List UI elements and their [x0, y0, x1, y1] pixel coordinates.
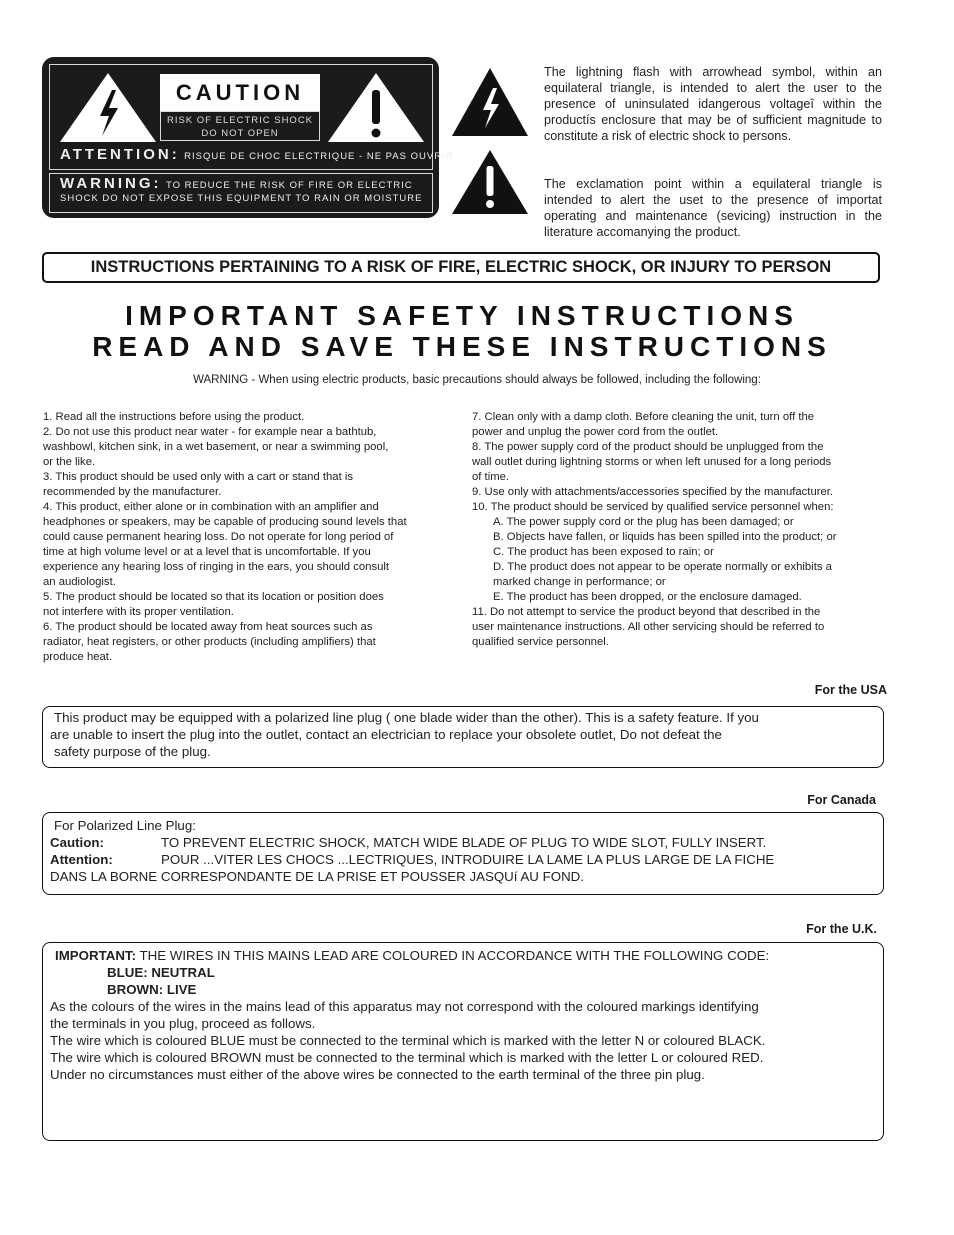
- risk-of-shock-text: RISK OF ELECTRIC SHOCK DO NOT OPEN: [160, 111, 320, 141]
- list-item: or the like.: [43, 456, 96, 468]
- warning-line-2: SHOCK DO NOT EXPOSE THIS EQUIPMENT TO RAIN OR MOISTURE: [60, 193, 423, 204]
- uk-section-label: For the U.K.: [806, 922, 877, 936]
- list-item: 10. The product should be serviced by qualified service personnel when:: [472, 501, 834, 513]
- right-instructions-list: [472, 410, 892, 650]
- list-item: 6. The product should be located away from heat sources such as: [43, 621, 373, 633]
- exclamation-symbol-icon: [450, 148, 530, 216]
- usa-section-label: For the USA: [814, 683, 887, 697]
- list-item: 1. Read all the instructions before using the product.: [43, 411, 305, 423]
- list-item: headphones or speakers, may be capable of producing sound levels that: [43, 516, 407, 528]
- list-item: 5. The product should be located so that its location or position does: [43, 591, 384, 603]
- list-item: B. Objects have fallen, or liquids has been spilled into the product; or: [493, 531, 837, 543]
- canada-notice-text: For Polarized Line Plug: Caution: TO PREVENT ELECTRIC SHOCK, MATCH WIDE BLADE OF PLUG TO WIDE SLOT, FULLY INSERT. Attention: POUR ...VITER LES CHOCS ...LECTRIQUES, INTRODUIRE LA LAME LA PLUS LARGE DE LA FICHE DANS LA BORNE CORRESPONDANTE DE LA PRISE ET POUSSER JASQUí AU FOND.: [50, 818, 775, 884]
- list-item: an audiologist.: [43, 576, 116, 588]
- list-item: produce heat.: [43, 651, 113, 663]
- list-item: could cause permanent hearing loss. Do not operate for long period of: [43, 531, 394, 543]
- list-item: 4. This product, either alone or in combination with an amplifier and: [43, 501, 379, 513]
- list-item: power and unplug the power cord from the outlet.: [472, 426, 719, 438]
- list-item: C. The product has been exposed to rain; or: [493, 546, 714, 558]
- list-item: E. The product has been dropped, or the enclosure damaged.: [493, 591, 802, 603]
- canada-section-label: For Canada: [807, 793, 876, 807]
- list-item: 11. Do not attempt to service the product beyond that described in the: [472, 606, 821, 618]
- left-instructions-list: [43, 410, 455, 665]
- attention-line: ATTENTION: RISQUE DE CHOC ELECTRIQUE - NE PAS OUVRIR: [60, 146, 454, 163]
- lightning-symbol-description: The lightning flash with arrowhead symbol, within an equilateral triangle, is intended to alert the user to the presence of uninsulated idangerous voltageî within the productís enclosure that may be of sufficient magnitude to constitute a risk of electric shock to persons.: [544, 65, 882, 143]
- warning-line: WARNING: TO REDUCE THE RISK OF FIRE OR ELECTRIC: [60, 175, 413, 192]
- list-item: 2. Do not use this product near water - for example near a bathtub,: [43, 426, 377, 438]
- exclamation-triangle-icon: [324, 70, 428, 146]
- list-item: recommended by the manufacturer.: [43, 486, 222, 498]
- list-item: experience any hearing loss of ringing in the ears, you should consult: [43, 561, 390, 573]
- page-title: IMPORTANT SAFETY INSTRUCTIONS: [125, 300, 799, 331]
- usa-notice-text: This product may be equipped with a polarized line plug ( one blade wider than the other). This is a safety feature. If you are unable to insert the plug into the outlet, contact an electrician to replace your obsolete outlet, Do not defeat the safety purpose of the plug.: [50, 710, 759, 759]
- list-item: not interfere with its proper ventilation.: [43, 606, 234, 618]
- list-item: qualified service personnel.: [472, 636, 609, 648]
- exclamation-symbol-description: The exclamation point within a equilateral triangle is intended to alert the uset to the presence of importat operating and maintenance (sevicing) instruction in the literature accomanying the product.: [544, 177, 882, 239]
- list-item: 8. The power supply cord of the product should be unplugged from the: [472, 441, 824, 453]
- lightning-symbol-icon: [450, 66, 530, 138]
- list-item: time at high volume level or at a level that is uncomfortable. If you: [43, 546, 371, 558]
- lightning-triangle-icon: [56, 70, 160, 146]
- instructions-banner: INSTRUCTIONS PERTAINING TO A RISK OF FIRE, ELECTRIC SHOCK, OR INJURY TO PERSON: [42, 252, 880, 283]
- list-item: marked change in performance; or: [493, 576, 666, 588]
- page-subtitle: READ AND SAVE THESE INSTRUCTIONS: [92, 331, 832, 362]
- list-item: of time.: [472, 471, 510, 483]
- list-item: D. The product does not appear to be operate normally or exhibits a: [493, 561, 832, 573]
- list-item: 9. Use only with attachments/accessories specified by the manufacturer.: [472, 486, 834, 498]
- list-item: A. The power supply cord or the plug has been damaged; or: [493, 516, 794, 528]
- list-item: washbowl, kitchen sink, in a wet basement, or near a swimming pool,: [43, 441, 389, 453]
- list-item: wall outlet during lightning storms or when left unused for a long periods: [472, 456, 832, 468]
- caution-heading: CAUTION: [160, 74, 320, 111]
- general-warning: WARNING - When using electric products, basic precautions should always be followed, including the following:: [193, 374, 761, 386]
- list-item: user maintenance instructions. All other servicing should be referred to: [472, 621, 825, 633]
- list-item: radiator, heat registers, or other products (including amplifiers) that: [43, 636, 376, 648]
- uk-notice-text: IMPORTANT: THE WIRES IN THIS MAINS LEAD ARE COLOURED IN ACCORDANCE WITH THE FOLLOWING CODE: BLUE: NEUTRAL BROWN: LIVE As the colours of the wires in the mains lead of this apparatus may not correspond with the coloured markings identifying the terminals in you plug, proceed as follows. The wire which is coloured BLUE must be connected to the terminal which is marked with the letter N or coloured BLACK. The wire which is coloured BROWN must be connected to the terminal which is marked with the letter L or coloured RED. Under no circumstances must either of the above wires be connected to the earth terminal of the three pin plug.: [50, 948, 770, 1082]
- list-item: 7. Clean only with a damp cloth. Before cleaning the unit, turn off the: [472, 411, 815, 423]
- list-item: 3. This product should be used only with a cart or stand that is: [43, 471, 354, 483]
